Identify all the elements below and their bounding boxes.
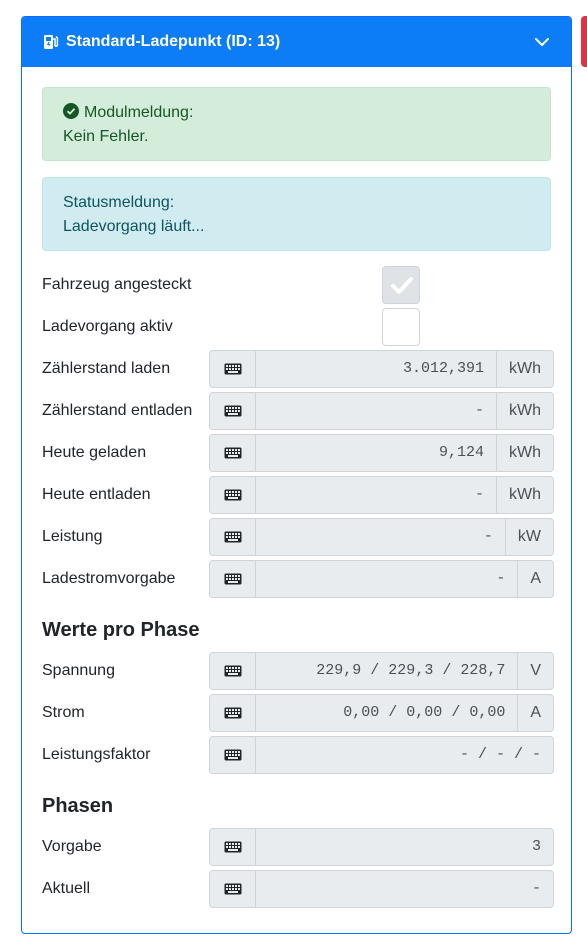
field-label: Heute geladen	[42, 444, 147, 461]
field-label: Vorgabe	[42, 838, 102, 855]
power-factor-input-group	[209, 736, 554, 774]
current-row	[42, 694, 554, 732]
meter-discharge-row	[42, 392, 554, 430]
phases-actual-input-group	[209, 870, 554, 908]
current-setpoint-value[interactable]: -	[496, 570, 506, 587]
voltage-value[interactable]: 229,9 / 229,3 / 228,7	[316, 662, 506, 679]
unit-label: kWh	[496, 435, 553, 471]
unit-label: kWh	[496, 393, 553, 429]
power-factor-value[interactable]: - / - / -	[459, 746, 541, 763]
field-label: Leistungsfaktor	[42, 746, 151, 763]
unit-label: A	[517, 695, 553, 731]
status-message-text: Ladevorgang läuft...	[63, 218, 205, 235]
keyboard-icon[interactable]	[210, 351, 256, 387]
meter-charge-input-group	[209, 350, 554, 388]
meter-discharge-value[interactable]: -	[474, 402, 484, 419]
card-body	[22, 67, 571, 251]
card-header[interactable]	[22, 17, 571, 67]
module-message-text: Kein Fehler.	[63, 128, 149, 145]
status-message-title: Statusmeldung:	[63, 194, 175, 211]
chevron-down-icon[interactable]	[533, 33, 551, 51]
voltage-input-group	[209, 652, 554, 690]
unit-label: kWh	[496, 351, 553, 387]
field-label: Aktuell	[42, 880, 91, 897]
today-charged-input-group	[209, 434, 554, 472]
keyboard-icon[interactable]	[210, 561, 256, 597]
module-message-title: Modulmeldung:	[84, 104, 194, 121]
keyboard-icon[interactable]	[210, 871, 256, 907]
check-circle-icon	[63, 103, 79, 119]
phases-target-value[interactable]: 3	[531, 838, 541, 855]
charging-row	[42, 308, 554, 346]
power-factor-row	[42, 736, 554, 774]
field-label: Zählerstand entladen	[42, 402, 193, 419]
adjacent-card-edge	[581, 16, 587, 67]
today-charged-value[interactable]: 9,124	[438, 444, 484, 461]
power-input-group	[209, 518, 554, 556]
today-discharged-input-group	[209, 476, 554, 514]
keyboard-icon[interactable]	[210, 695, 256, 731]
current-input-group	[209, 694, 554, 732]
keyboard-icon[interactable]	[210, 829, 256, 865]
plugged-row	[42, 266, 554, 304]
keyboard-icon[interactable]	[210, 393, 256, 429]
card-title: Standard-Ladepunkt (ID: 13)	[66, 33, 281, 50]
module-message-alert	[42, 87, 551, 161]
power-value[interactable]: -	[483, 528, 493, 545]
field-label: Heute entladen	[42, 486, 151, 503]
status-message-alert	[42, 177, 551, 251]
unit-label: kWh	[496, 477, 553, 513]
keyboard-icon[interactable]	[210, 653, 256, 689]
phases-target-row	[42, 828, 554, 866]
current-setpoint-input-group	[209, 560, 554, 598]
phase-values-heading: Werte pro Phase	[42, 619, 200, 641]
checkmark-icon	[389, 273, 415, 299]
field-label: Zählerstand laden	[42, 360, 171, 377]
current-setpoint-row	[42, 560, 554, 598]
field-label: Ladestromvorgabe	[42, 570, 176, 587]
keyboard-icon[interactable]	[210, 435, 256, 471]
field-label: Spannung	[42, 662, 115, 679]
phases-target-input-group	[209, 828, 554, 866]
today-discharged-value[interactable]: -	[474, 486, 484, 503]
keyboard-icon[interactable]	[210, 737, 256, 773]
unit-label: kW	[505, 519, 553, 555]
charging-checkbox[interactable]	[382, 308, 420, 346]
phases-actual-row	[42, 870, 554, 908]
plugged-label: Fahrzeug angesteckt	[42, 276, 192, 293]
meter-discharge-input-group	[209, 392, 554, 430]
phases-heading: Phasen	[42, 795, 114, 817]
ev-charger-icon	[42, 33, 60, 51]
unit-label: A	[517, 561, 553, 597]
voltage-row	[42, 652, 554, 690]
today-discharged-row	[42, 476, 554, 514]
phases-actual-value[interactable]: -	[531, 880, 541, 897]
field-label: Strom	[42, 704, 85, 721]
meter-charge-value[interactable]: 3.012,391	[402, 360, 484, 377]
today-charged-row	[42, 434, 554, 472]
unit-label: V	[517, 653, 553, 689]
keyboard-icon[interactable]	[210, 519, 256, 555]
keyboard-icon[interactable]	[210, 477, 256, 513]
charge-point-card	[21, 16, 572, 934]
plugged-checkbox[interactable]	[382, 266, 420, 304]
current-value[interactable]: 0,00 / 0,00 / 0,00	[343, 704, 506, 721]
power-row	[42, 518, 554, 556]
charging-label: Ladevorgang aktiv	[42, 318, 173, 335]
meter-charge-row	[42, 350, 554, 388]
field-label: Leistung	[42, 528, 103, 545]
